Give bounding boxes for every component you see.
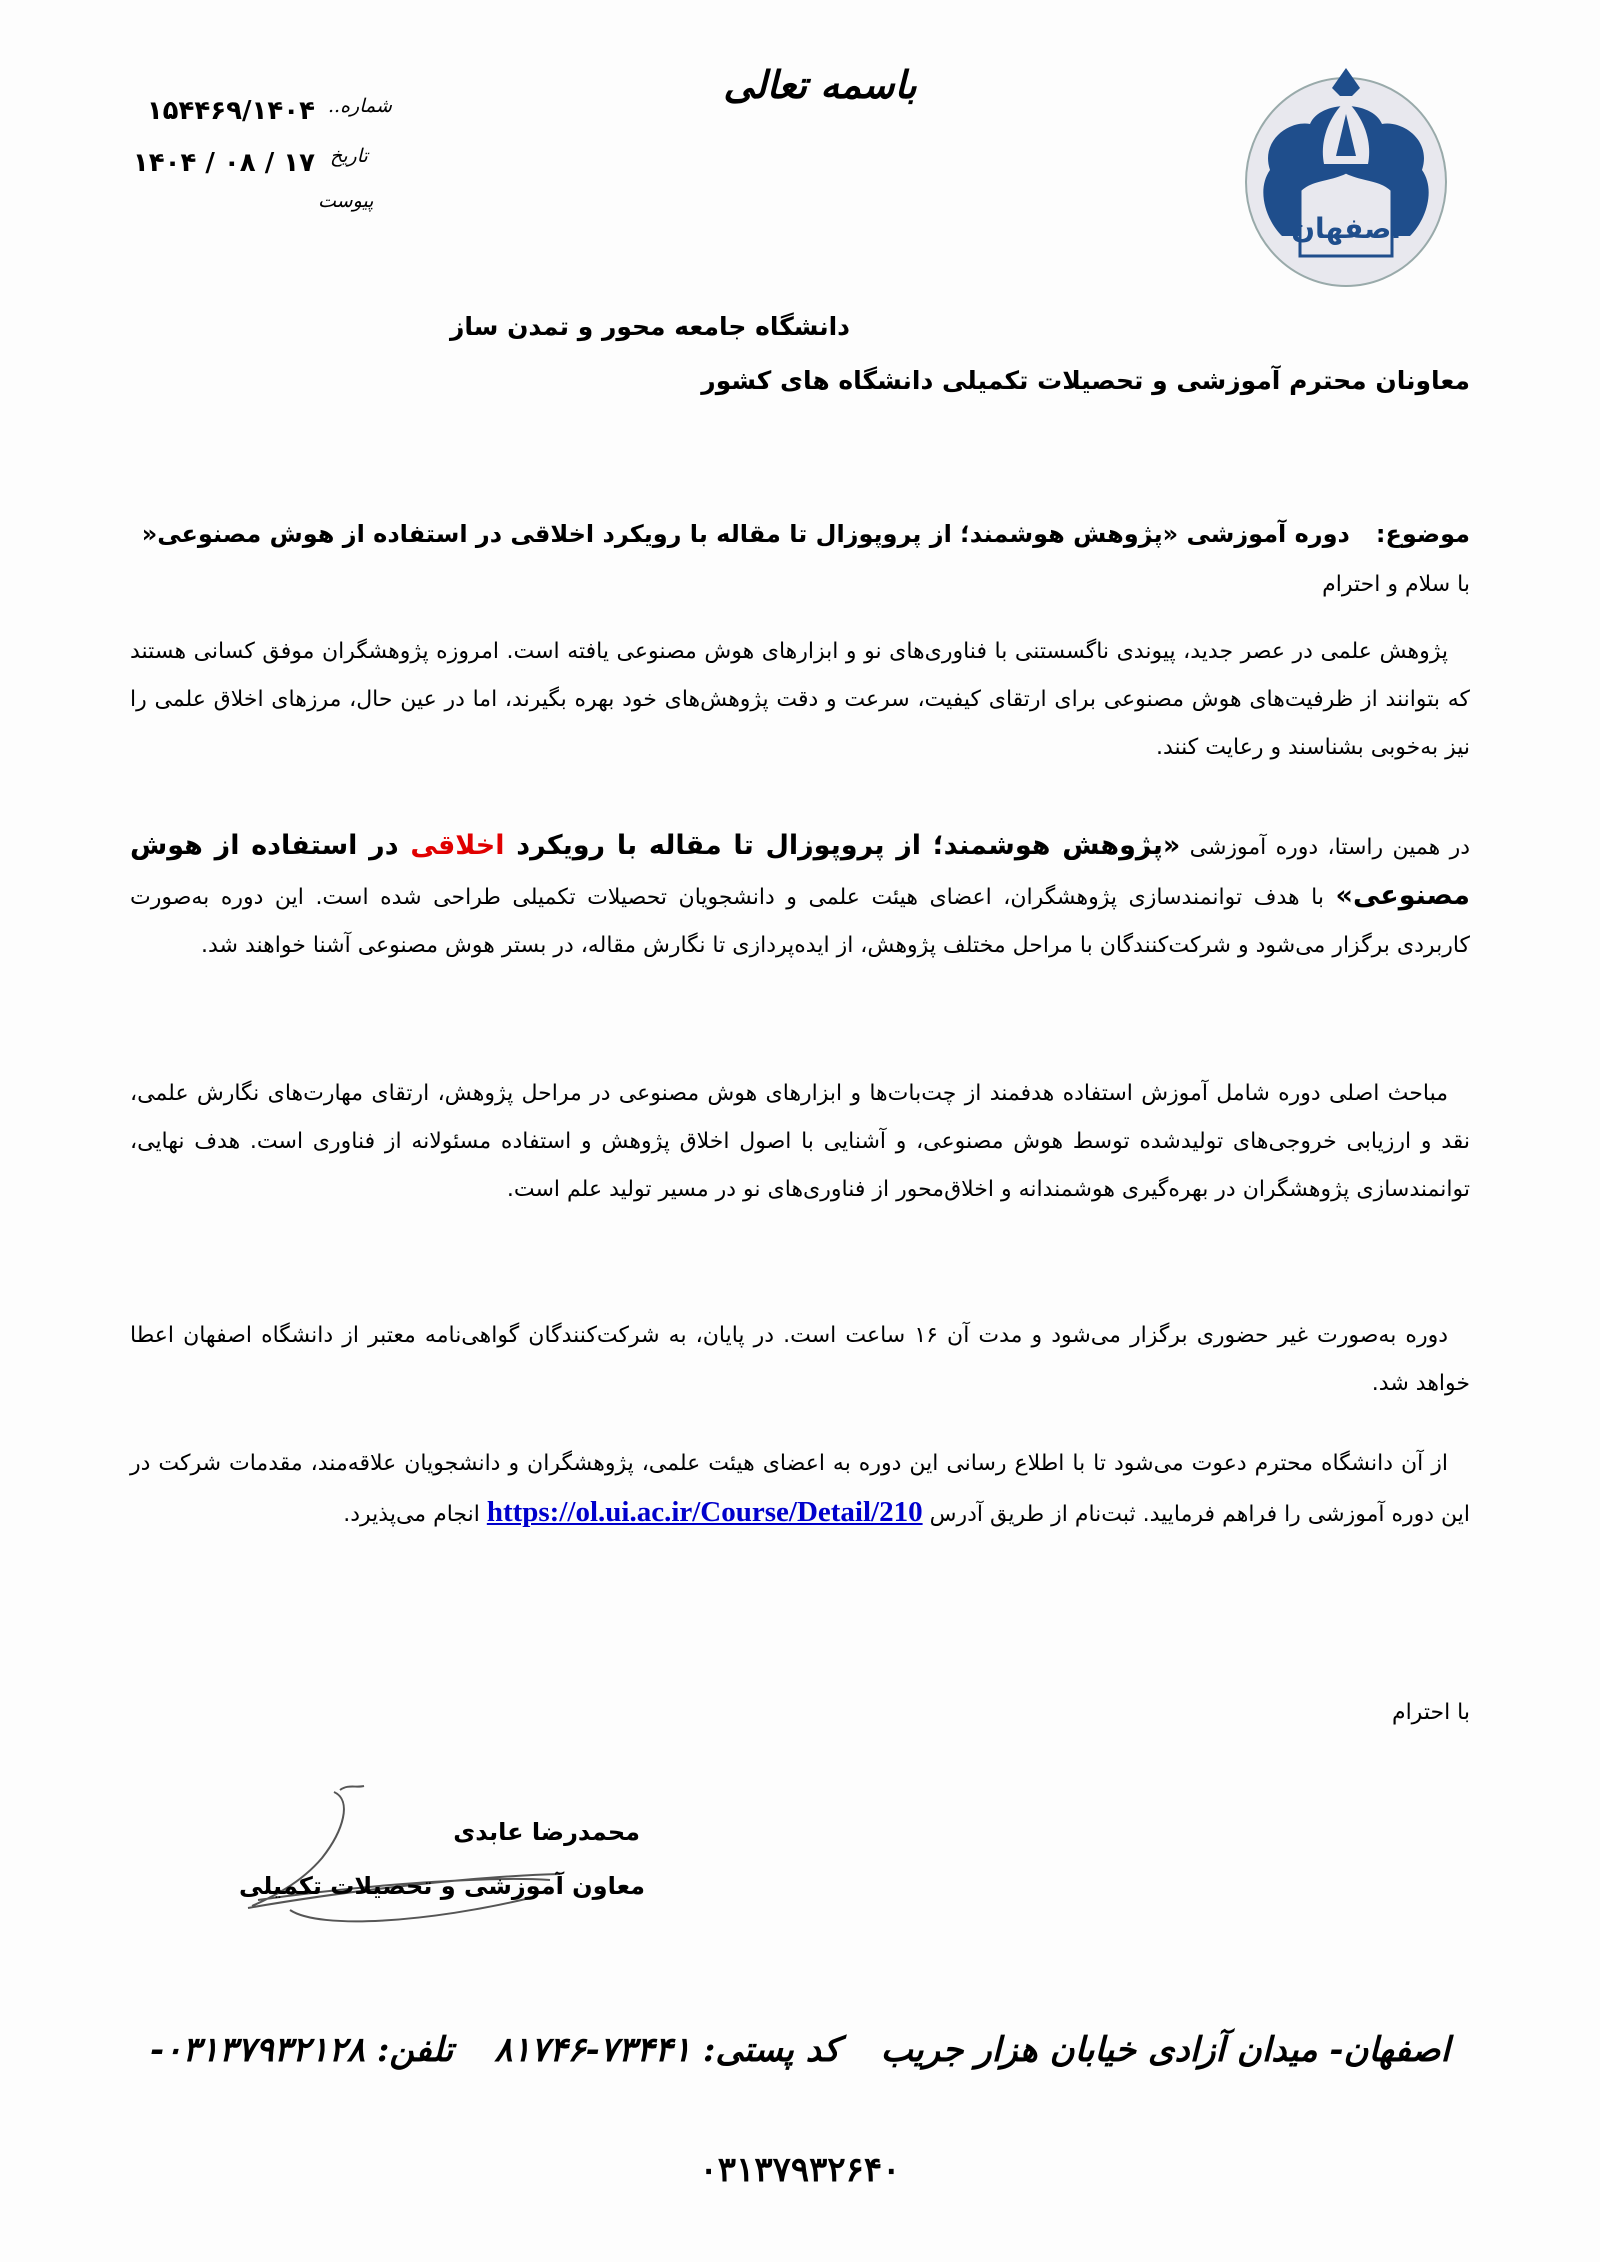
signatory-title: معاون آموزشی و تحصیلات تکمیلی [238,1872,645,1900]
letter-date: ۱۴۰۴ / ۰۸ / ۱۷ [132,148,315,178]
subject-label: موضوع: [1375,520,1470,548]
paragraph-text: با هدف توانمندسازی پژوهشگران، اعضای هیئت علمی و دانشجویان تحصیلات تکمیلی طراحی شده است. این دوره به‌صورت کاربردی برگزار می‌شود و شرکت‌کنندگان با مراحل مختلف پژوهش، از ایده‌پردازی تا نگارش مقاله، در بستر هوش مصنوعی آشنا خواهند شد. [130,885,1470,958]
logo-text: اصفهان [1291,212,1401,245]
letter-number-label: شماره.. [328,95,392,117]
addressee: معاونان محترم آموزشی و تحصیلات تکمیلی دانشگاه های کشور [701,366,1470,395]
university-logo [1240,60,1452,292]
footer-phone-2: ۰۳۱۳۷۹۳۲۶۴۰ [699,2150,901,2190]
letter-number: ۱۵۴۴۶۹/۱۴۰۴ [146,96,315,126]
signatory-name: محمدرضا عابدی [453,1818,640,1846]
paragraph-text: دوره به‌صورت غیر حضوری برگزار می‌شود و مدت آن ۱۶ ساعت است. در پایان، به شرکت‌کنندگان گواهی‌نامه معتبر از دانشگاه اصفهان اعطا خواهد شد. [130,1323,1470,1396]
letter-date-label: تاریخ [330,145,368,167]
footer-postal-code: کد پستی: ۷۳۴۴۱-۸۱۷۴۶ [494,2030,840,2070]
paragraph-text: مباحث اصلی دوره شامل آموزش استفاده هدفمند از چت‌بات‌ها و ابزارهای هوش مصنوعی در مراحل پژوهش، ارتقای مهارت‌های نگارش علمی، نقد و ارزیابی خروجی‌های تولیدشده توسط هوش مصنوعی، و آشنایی با اصول اخلاق پژوهش و استفاده مسئولانه از فناوری است. هدف نهایی، توانمندسازی پژوهشگران در بهره‌گیری هوشمندانه و اخلاق‌محور از فناوری‌های نو در مسیر تولید علم است. [130,1081,1470,1202]
course-title-highlight: اخلاقی [410,830,505,861]
attachment-label: پیوست [318,190,374,212]
footer-contact [150,2030,1450,2070]
body-paragraph-1 [130,628,1470,772]
basmala-heading: باسمه تعالی [723,62,917,107]
paragraph-text: از آن دانشگاه محترم دعوت می‌شود تا با اطلاع رسانی این دوره به اعضای هیئت علمی، پژوهشگران و دانشجویان علاقه‌مند، مقدمات شرکت در این دوره آموزشی را فراهم فرمایید. ثبت‌نام از طریق آدرس [130,1451,1470,1527]
closing-salutation: با احترام [1391,1700,1470,1725]
greeting: با سلام و احترام [1322,572,1470,597]
course-title-part-2: در استفاده از هوش مصنوعی» [130,830,1470,911]
paragraph-text-end: انجام می‌پذیرد. [343,1502,487,1527]
paragraph-text: پژوهش علمی در عصر جدید، پیوندی ناگسستنی با فناوری‌های نو و ابزارهای هوش مصنوعی یافته است. امروزه پژوهشگران موفق کسانی هستند که بتوانند از ظرفیت‌های هوش مصنوعی برای ارتقای کیفیت، سرعت و دقت پژوهش‌های خود بهره بگیرند، اما در عین حال، مرزهای اخلاق علمی را نیز به‌خوبی بشناسند و رعایت کنند. [130,639,1470,760]
paragraph-intro: در همین راستا، دوره آموزشی [1180,835,1470,860]
subject-text: دوره آموزشی «پژوهش هوشمند؛ از پروپوزال تا مقاله با رویکرد اخلاقی در استفاده از هوش مصنوعی« [141,520,1350,548]
handwritten-signature [230,1780,590,1930]
body-paragraph-5 [130,1440,1470,1539]
subject-line [130,520,1470,548]
body-paragraph-3 [130,1070,1470,1214]
registration-link[interactable]: https://ol.ui.ac.ir/Course/Detail/210 [486,1496,923,1528]
body-paragraph-2 [130,822,1470,970]
course-title-part-1: «پژوهش هوشمند؛ از پروپوزال تا مقاله با رویکرد [504,830,1181,861]
footer-phone: تلفن: ۰۳۱۳۷۹۳۲۱۲۸- [150,2030,454,2070]
footer-address: اصفهان- میدان آزادی خیابان هزار جریب [880,2030,1450,2070]
university-slogan: دانشگاه جامعه محور و تمدن ساز [450,312,850,341]
body-paragraph-4 [130,1312,1470,1408]
